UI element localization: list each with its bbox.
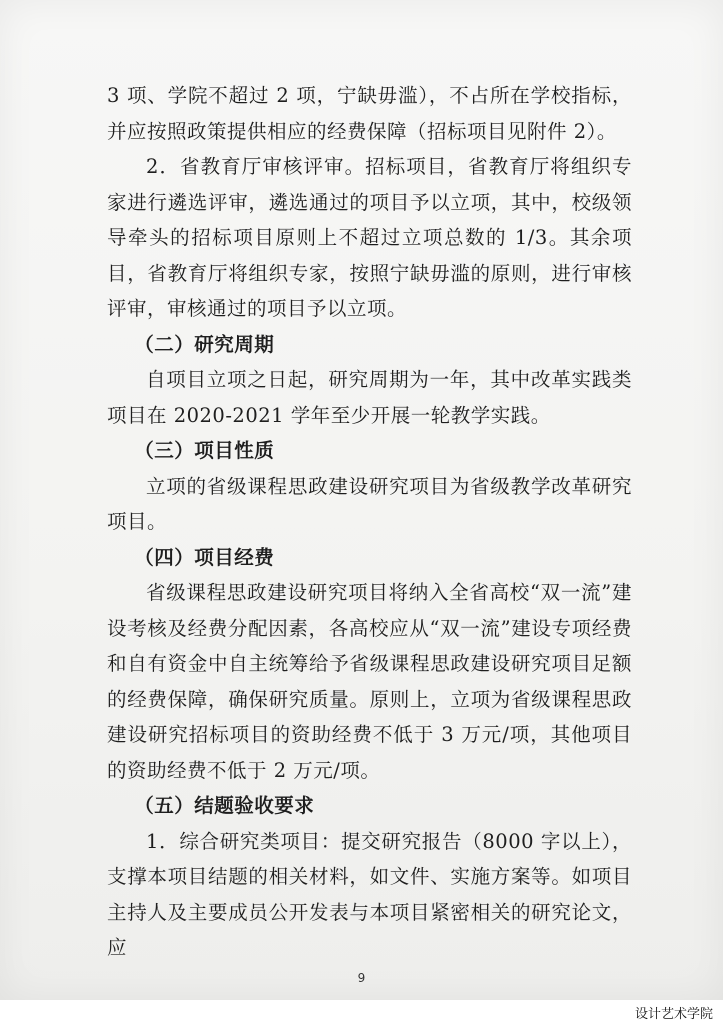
section-heading-project-nature: （三）项目性质 — [134, 439, 275, 462]
paragraph-project-funding: 省级课程思政建设研究项目将纳入全省高校“双一流”建设考核及经费分配因素，各高校应从“双一流”建设专项经费和自有资金中自主统筹给予省级课程思政建设研究项目足额的经费保障，确保研究质量。原则上，立项为省级课程思政建设研究招标项目的资助经费不低于 3 万元/项，其他项目的资助经费不低于 2 万元/项。 — [107, 581, 632, 782]
footer-strip — [0, 1000, 723, 1024]
paragraph-review-process: 2．省教育厅审核评审。招标项目，省教育厅将组织专家进行遴选评审，遴选通过的项目予以立项，其中，校级领导牵头的招标项目原则上不超过立项总数的 1/3。其余项目，省教育厅将组织专家，按照宁缺毋滥的原则，进行审核评审，审核通过的项目予以立项。 — [107, 155, 632, 320]
watermark-label: 设计艺术学院 — [634, 1007, 713, 1022]
paragraph-completion-requirements: 1．综合研究类项目：提交研究报告（8000 字以上），支撑本项目结题的相关材料，如文件、实施方案等。如项目主持人及主要成员公开发表与本项目紧密相关的研究论文，应 — [107, 829, 632, 959]
section-heading-research-period: （二）研究周期 — [134, 332, 275, 356]
section-heading-project-funding: （四）项目经费 — [134, 545, 275, 569]
page-number: 9 — [357, 971, 366, 985]
document-body — [107, 78, 632, 966]
section-heading-completion-requirements: （五）结题验收要求 — [134, 794, 315, 817]
paragraph-research-period: 自项目立项之日起，研究周期为一年，其中改革实践类项目在 2020-2021 学年至少开展一轮教学实践。 — [107, 368, 632, 427]
paragraph-continuation: 3 项、学院不超过 2 项，宁缺毋滥），不占所在学校指标，并应按照政策提供相应的经费保障（招标项目见附件 2）。 — [107, 84, 632, 143]
paragraph-project-nature: 立项的省级课程思政建设研究项目为省级教学改革研究项目。 — [107, 474, 632, 533]
